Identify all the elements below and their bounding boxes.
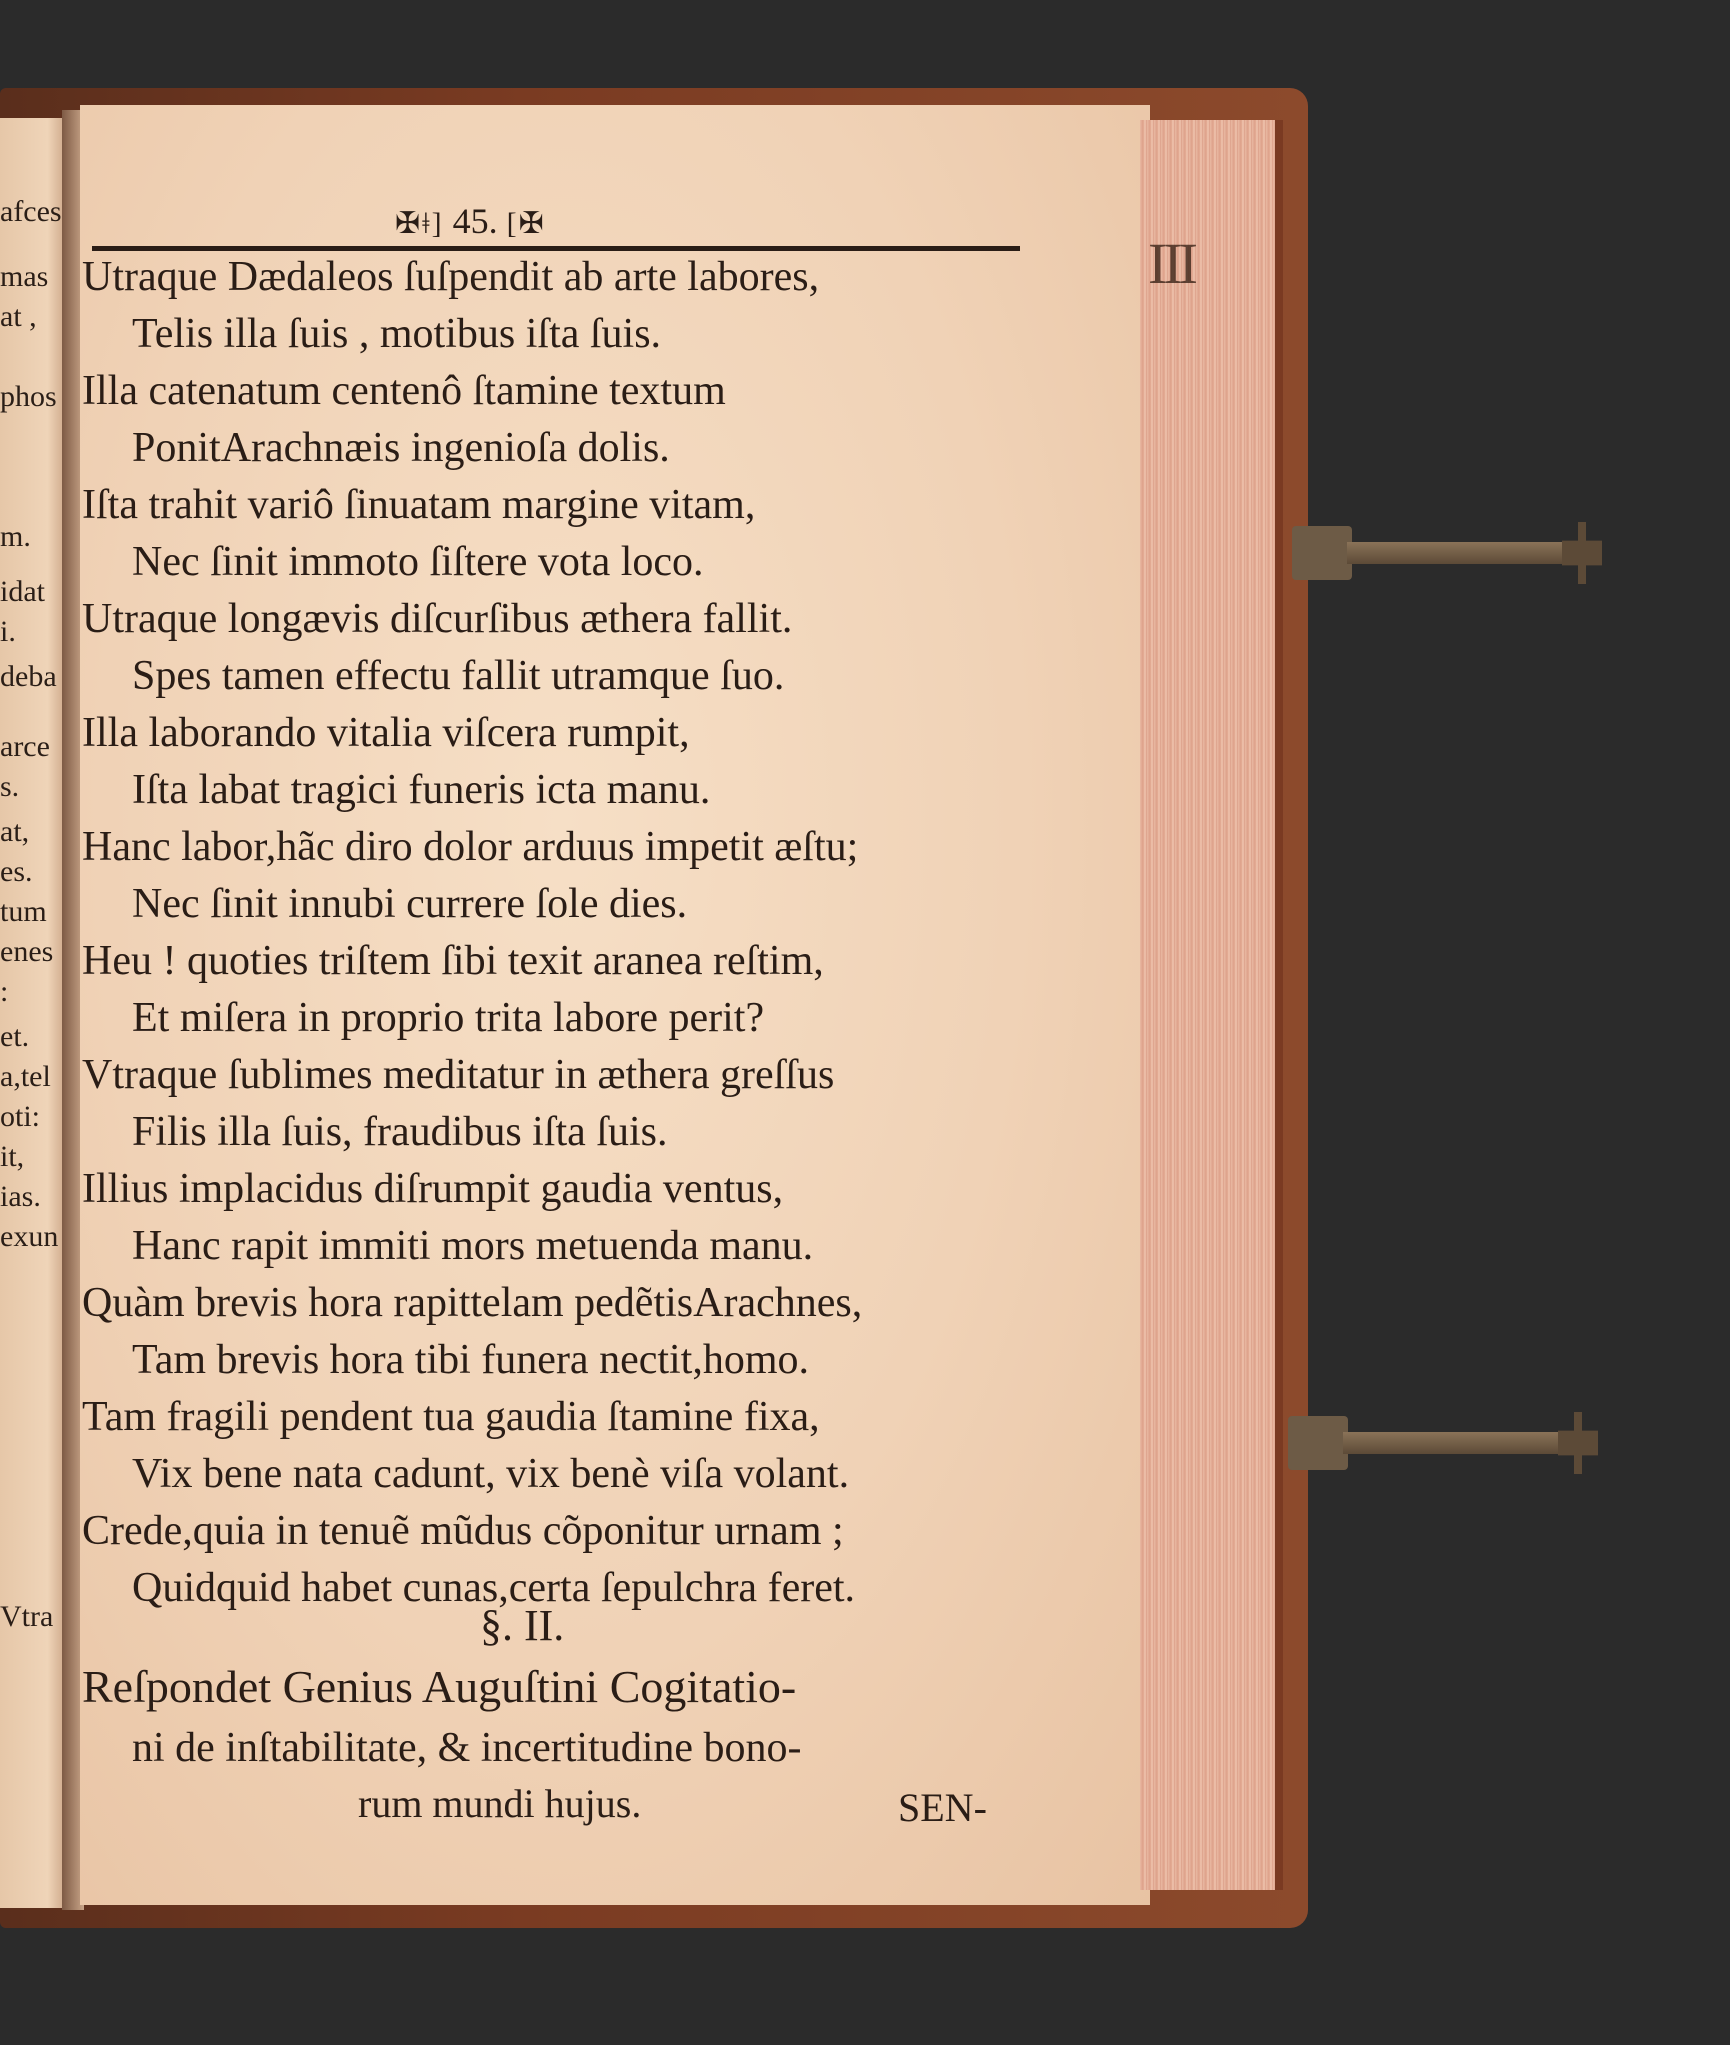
heading-line: Reſpondet Genius Auguſtini Cogitatio- — [82, 1661, 797, 1712]
page-edges — [1140, 120, 1283, 1890]
left-page-fragment: tum — [0, 895, 47, 928]
left-page-fragment: : — [0, 975, 9, 1008]
left-page-fragment: mas — [0, 260, 49, 293]
verse-line: Quàm brevis hora rapittelam pedẽtisArachnes, — [82, 1280, 863, 1326]
left-page-fragment: et. — [0, 1020, 30, 1053]
left-page-fragment: ias. — [0, 1180, 41, 1213]
left-page-fragment: i. — [0, 615, 16, 648]
verse-line: Hanc rapit immiti mors metuenda manu. — [132, 1223, 814, 1269]
clasp-end — [1558, 1412, 1598, 1474]
left-page-fragment: it, — [0, 1140, 25, 1173]
clasp-bar — [1347, 542, 1577, 564]
edge-marks: III — [1148, 231, 1194, 296]
left-page-fragment: Vtra — [0, 1600, 54, 1633]
header-ornament-right: [✠ — [506, 207, 546, 240]
verse-line: Hanc labor,hãc diro dolor arduus impetit æſtu; — [82, 824, 859, 870]
verse-line: Iſta trahit variô ſinuatam margine vitam, — [82, 482, 756, 528]
verse-line: Illius implacidus diſrumpit gaudia ventus, — [82, 1166, 784, 1212]
heading-line: rum mundi hujus. — [358, 1781, 642, 1826]
left-page-fragment: oti: — [0, 1100, 41, 1133]
header-ornament-left: ✠ǂ] — [395, 207, 444, 240]
left-page-fragment: exun — [0, 1220, 59, 1253]
verse-line: Illa catenatum centenô ſtamine textum — [82, 368, 726, 414]
left-page-fragment: at, — [0, 815, 30, 848]
verse-line: Heu ! quoties triſtem ſibi texit aranea reſtim, — [82, 938, 824, 984]
page-number: 45. — [452, 201, 498, 241]
clasp-hinge — [1288, 1416, 1348, 1470]
catchword: SEN- — [898, 1785, 987, 1830]
verse-line: Nec ſinit innubi currere ſole dies. — [132, 881, 688, 927]
left-page — [0, 118, 68, 1908]
verse-line: PonitArachnæis ingenioſa dolis. — [132, 425, 670, 471]
verse-line: Nec ſinit immoto ſiſtere vota loco. — [132, 539, 704, 585]
clasp-bar — [1343, 1432, 1573, 1454]
header-rule — [92, 246, 1020, 251]
verse-line: Quidquid habet cunas,certa ſepulchra feret. — [132, 1565, 856, 1611]
verse-line: Utraque longævis diſcurſibus æthera fallit. — [82, 596, 793, 642]
verse-line: Tam fragili pendent tua gaudia ſtamine fixa, — [82, 1394, 820, 1440]
page-header — [395, 200, 546, 242]
left-page-fragment: s. — [0, 770, 20, 803]
left-page-fragment: arce — [0, 730, 50, 763]
verse-line: Vtraque ſublimes meditatur in æthera greſſus — [82, 1052, 835, 1098]
verse-line: Iſta labat tragici funeris icta manu. — [132, 767, 711, 813]
verse-line: Spes tamen effectu fallit utramque ſuo. — [132, 653, 785, 699]
left-page-fragment: deba — [0, 660, 57, 693]
verse-line: Utraque Dædaleos ſuſpendit ab arte labores, — [82, 254, 820, 300]
left-page-fragment: idat — [0, 575, 45, 608]
verse-line: Telis illa ſuis , motibus iſta ſuis. — [132, 311, 662, 357]
verse-line: Illa laborando vitalia viſcera rumpit, — [82, 710, 690, 756]
left-page-fragment: at , — [0, 300, 37, 333]
left-page-fragment: phos — [0, 380, 57, 413]
left-page-fragment: es. — [0, 855, 33, 888]
section-mark: §. II. — [480, 1601, 565, 1650]
verse-line: Et miſera in proprio trita labore perit? — [132, 995, 765, 1041]
clasp-hinge — [1292, 526, 1352, 580]
left-page-fragment: afces — [0, 195, 62, 228]
verse-line: Filis illa ſuis, fraudibus iſta ſuis. — [132, 1109, 668, 1155]
heading-line: ni de inſtabilitate, & incertitudine bono- — [132, 1725, 802, 1771]
verse-line: Vix bene nata cadunt, vix benè viſa volant. — [132, 1451, 850, 1497]
clasp-end — [1562, 522, 1602, 584]
verse-line: Tam brevis hora tibi funera nectit,homo. — [132, 1337, 810, 1383]
left-page-fragment: a,tel — [0, 1060, 51, 1093]
left-page-fragment: enes — [0, 935, 54, 968]
left-page-fragment: m. — [0, 520, 31, 553]
verse-line: Crede,quia in tenuẽ mũdus cõponitur urnam ; — [82, 1508, 844, 1554]
